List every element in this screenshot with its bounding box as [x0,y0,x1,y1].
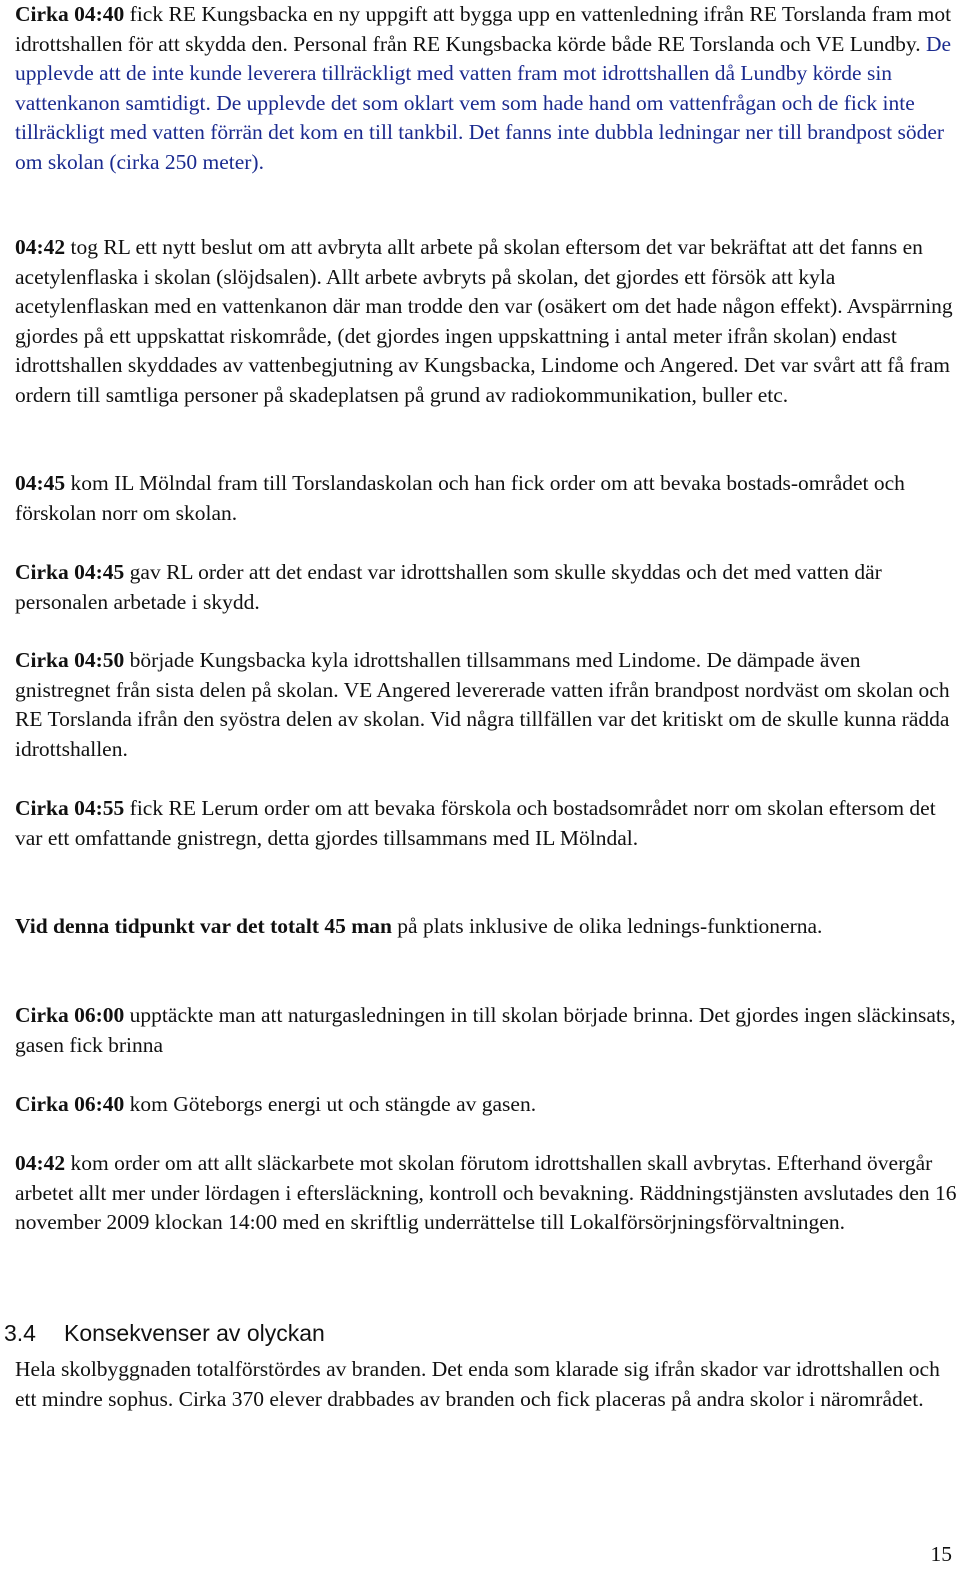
section-body [15,1355,957,1414]
page-number: 15 [930,1541,952,1566]
paragraph-text: upptäckte man att naturgasledningen in till skolan började brinna. Det gjordes ingen släckinsats, gasen fick brinna [15,1003,956,1057]
paragraph-text: fick RE Lerum order om att bevaka förskola och bostadsområdet norr om skolan eftersom det var ett omfattande gnistregn, detta gjordes tillsammans med IL Mölndal. [15,796,936,850]
timestamp: Cirka 06:40 [15,1092,125,1116]
paragraph-0440 [15,0,957,177]
paragraph-0445-mölndal [15,469,957,528]
timestamp: Cirka 04:50 [15,648,125,672]
paragraph-0455 [15,794,957,853]
timestamp: 04:42 [15,1151,66,1175]
paragraph-text: Hela skolbyggnaden totalförstördes av branden. Det enda som klarade sig ifrån skador var idrottshallen och ett mindre sophus. Cirka 370 elever drabbades av branden och fick placeras på andra skolor i närområdet. [15,1357,940,1411]
paragraph-text-blue: De upplevde att de inte kunde leverera tillräckligt med vatten fram mot idrottshallen då Lundby körde sin vattenkanon samtidigt. De upplevde det som oklart vem som hade hand om vattenfrågan och de fick inte tillräckligt med vatten förrän det kom en till tankbil. Det fanns inte dubbla ledningar ner till brandpost söder om skolan (cirka 250 meter). [15,31,952,174]
section-heading [4,1319,325,1349]
paragraph-text: på plats inklusive de olika lednings-funktionerna. [391,914,823,938]
paragraph-0442-decision [15,233,957,410]
timestamp: Cirka 04:40 [15,2,125,26]
section-title: Konsekvenser av olyckan [64,1320,325,1346]
paragraph-text: fick RE Kungsbacka en ny uppgift att bygga upp en vattenledning ifrån RE Torslanda fram mot idrottshallen för att skydda den. Personal från RE Kungsbacka körde både RE Torslanda och VE Lundby. [15,2,952,56]
paragraph-0442-end [15,1149,957,1238]
paragraph-text: kom IL Mölndal fram till Torslandaskolan och han fick order om att bevaka bostads-området och förskolan norr om skolan. [15,471,905,525]
paragraph-0600 [15,1001,957,1060]
paragraph-0640 [15,1090,957,1120]
paragraph-personnel-count [15,912,957,942]
highlight-text: Vid denna tidpunkt var det totalt 45 man [15,914,392,938]
section-number: 3.4 [4,1320,36,1346]
timestamp: Cirka 04:55 [15,796,125,820]
paragraph-text: kom order om att allt släckarbete mot skolan förutom idrottshallen skall avbrytas. Efterhand övergår arbetet allt mer under lördagen i eftersläckning, kontroll och bevakning. Räddningstjänsten avslutades den 16 november 2009 klockan 14:00 med en skriftlig underrättelse till Lokalförsörjningsförvaltningen. [15,1151,957,1234]
paragraph-text: gav RL order att det endast var idrottshallen som skulle skyddas och det med vatten där personalen arbetade i skydd. [15,560,882,614]
paragraph-text: tog RL ett nytt beslut om att avbryta allt arbete på skolan eftersom det var bekräftat att det fanns en acetylenflaska i skolan (slöjdsalen). Allt arbete avbryts på skolan, det gjordes ett försök att kyla acetylenflaskan med en vattenkanon där man trodde den var (osäkert om det hade någon effekt). Avspärrning gjordes på ett uppskattat riskområde, (det gjordes ingen uppskattning i antal meter ifrån skolan) endast idrottshallen skyddades av vattenbegjutning av Kungsbacka, Lindome och Angered. Det var svårt att få fram ordern till samtliga personer på skadeplatsen på grund av radiokommunikation, buller etc. [15,235,953,407]
paragraph-0445-order [15,558,957,617]
timestamp: 04:45 [15,471,66,495]
timestamp: Cirka 04:45 [15,560,125,584]
timestamp: 04:42 [15,235,66,259]
paragraph-text: började Kungsbacka kyla idrottshallen tillsammans med Lindome. De dämpade även gnistregnet från sista delen på skolan. VE Angered levererade vatten ifrån brandpost nordväst om skolan och RE Torslanda ifrån den syöstra delen av skolan. Vid några tillfällen var det kritiskt om de skulle kunna rädda idrottshallen. [15,648,950,761]
paragraph-0450 [15,646,957,764]
paragraph-text: kom Göteborgs energi ut och stängde av gasen. [124,1092,537,1116]
timestamp: Cirka 06:00 [15,1003,125,1027]
